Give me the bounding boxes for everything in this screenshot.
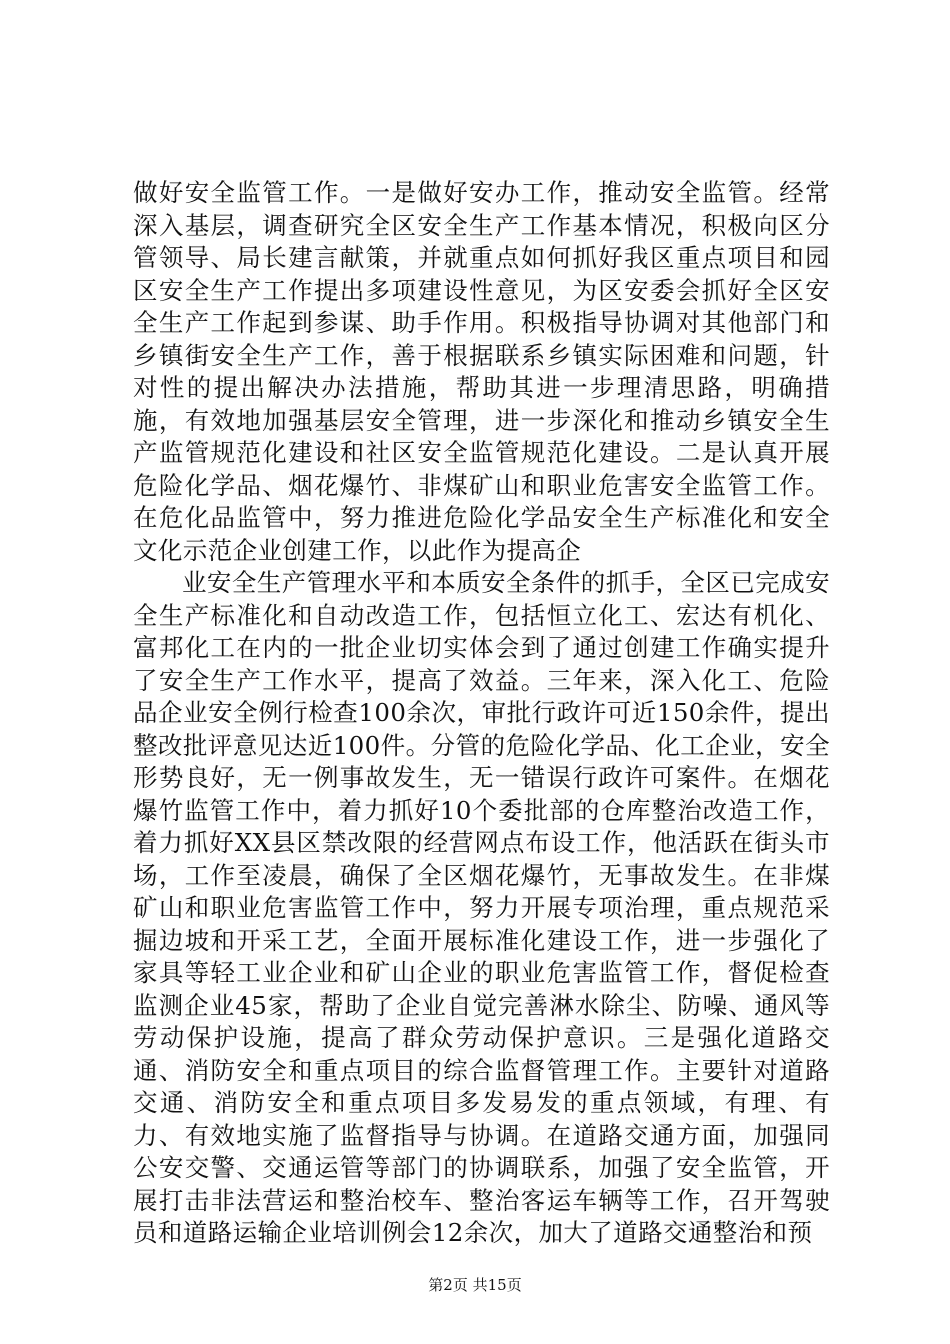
document-body xyxy=(133,177,830,1250)
page-footer xyxy=(0,1274,950,1295)
paragraph-1: 做好安全监管工作。一是做好安办工作，推动安全监管。经常深入基层，调查研究全区安全生产工作基本情况，积极向区分管领导、局长建言献策，并就重点如何抓好我区重点项目和园区安全生产工作提出多项建设性意见，为区安委会抓好全区安全生产工作起到参谋、助手作用。积极指导协调对其他部门和乡镇街安全生产工作，善于根据联系乡镇实际困难和问题，针对性的提出解决办法措施，帮助其进一步理清思路，明确措施，有效地加强基层安全管理，进一步深化和推动乡镇安全生产监管规范化建设和社区安全监管规范化建设。二是认真开展危险化学品、烟花爆竹、非煤矿山和职业危害安全监管工作。在危化品监管中，努力推进危险化学品安全生产标准化和安全文化示范企业创建工作，以此作为提高企 xyxy=(133,178,830,565)
paragraph-2: 业安全生产管理水平和本质安全条件的抓手，全区已完成安全生产标准化和自动改造工作，包括恒立化工、宏达有机化、富邦化工在内的一批企业切实体会到了通过创建工作确实提升了安全生产工作水平，提高了效益。三年来，深入化工、危险品企业安全例行检查100余次，审批行政许可近150余件，提出整改批评意见达近100件。分管的危险化学品、化工企业，安全形势良好，无一例事故发生，无一错误行政许可案件。在烟花爆竹监管工作中，着力抓好10个委批部的仓库整治改造工作，着力抓好XX县区禁改限的经营网点布设工作，他活跃在街头市场，工作至凌晨，确保了全区烟花爆竹，无事故发生。在非煤矿山和职业危害监管工作中，努力开展专项治理，重点规范采掘边坡和开采工艺，全面开展标准化建设工作，进一步强化了家具等轻工业企业和矿山企业的职业危害监管工作，督促检查监测企业45家，帮助了企业自觉完善淋水除尘、防噪、通风等劳动保护设施，提高了群众劳动保护意识。三是强化道路交通、消防安全和重点项目的综合监督管理工作。主要针对道路交通、消防安全和重点项目多发易发的重点领域，有理、有力、有效地实施了监督指导与协调。在道路交通方面，加强同公安交警、交通运管等部门的协调联系，加强了安全监管，开展打击非法营运和整治校车、整治客运车辆等工作，召开驾驶员和道路运输企业培训例会12余次，加大了道路交通整治和预 xyxy=(133,568,830,1247)
page-indicator: 第2页 共15页 xyxy=(428,1276,522,1294)
